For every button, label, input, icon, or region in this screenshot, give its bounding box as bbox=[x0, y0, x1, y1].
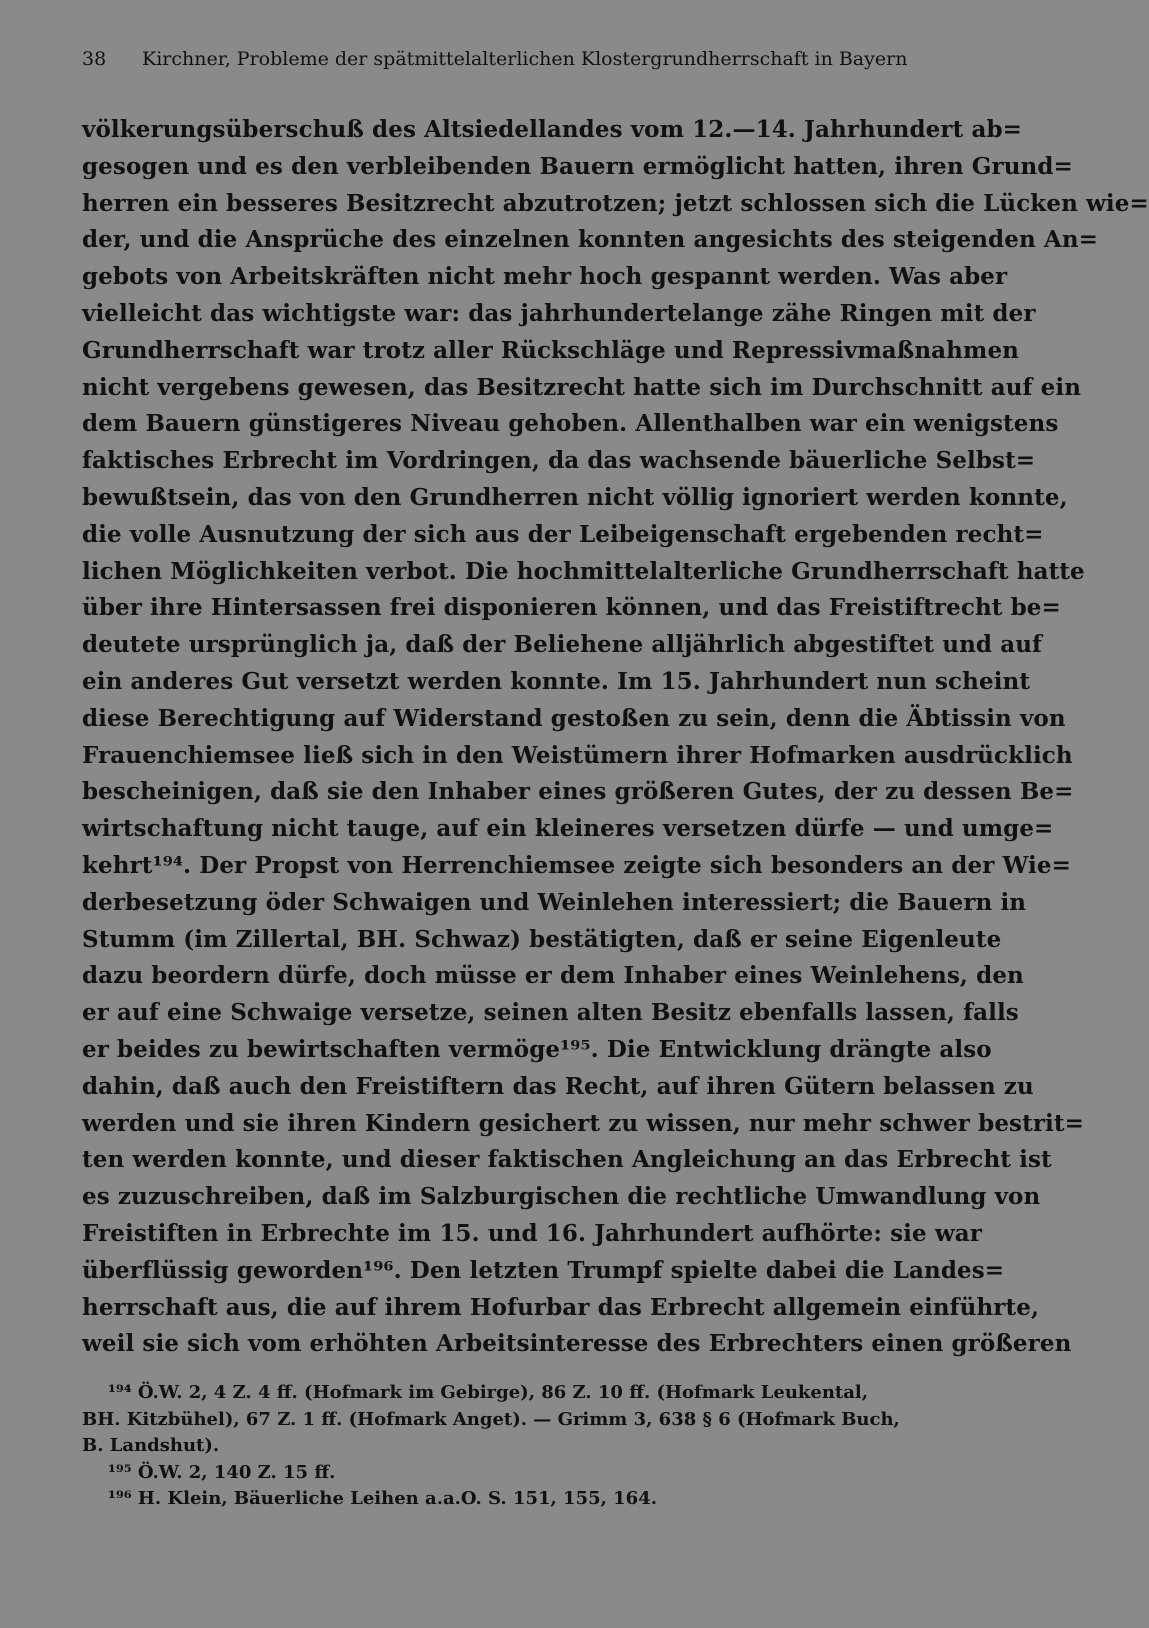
footnotes bbox=[82, 1380, 958, 1513]
body-line: vielleicht das wichtigste war: das jahrhundertelange zähe Ringen mit der bbox=[82, 299, 1036, 327]
body-line: werden und sie ihren Kindern gesichert zu wissen, nur mehr schwer bestrit= bbox=[82, 1109, 1084, 1137]
body-text bbox=[82, 112, 1149, 1363]
body-line: die volle Ausnutzung der sich aus der Leibeigenschaft ergebenden recht= bbox=[82, 520, 1044, 548]
body-line: Frauenchiemsee ließ sich in den Weistümern ihrer Hofmarken ausdrücklich bbox=[82, 741, 1073, 769]
footnote-196: ¹⁹⁶ H. Klein, Bäuerliche Leihen a.a.O. S. 151, 155, 164. bbox=[108, 1488, 657, 1509]
footnote-194-cont: BH. Kitzbühel), 67 Z. 1 ff. (Hofmark Anget). — Grimm 3, 638 § 6 (Hofmark Buch, bbox=[82, 1408, 900, 1430]
body-line: überflüssig geworden¹⁹⁶. Den letzten Trumpf spielte dabei die Landes= bbox=[82, 1256, 1005, 1284]
body-line: herren ein besseres Besitzrecht abzutrotzen; jetzt schlossen sich die Lücken wie= bbox=[82, 189, 1149, 217]
running-title: Kirchner, Probleme der spätmittelalterlichen Klostergrundherrschaft in Bayern bbox=[142, 48, 908, 70]
body-line: ten werden konnte, und dieser faktischen Angleichung an das Erbrecht ist bbox=[82, 1146, 1052, 1174]
body-line: bewußtsein, das von den Grundherren nicht völlig ignoriert werden konnte, bbox=[82, 483, 1068, 511]
body-line: es zuzuschreiben, daß im Salzburgischen die rechtliche Umwandlung von bbox=[82, 1183, 1041, 1211]
body-line: gebots von Arbeitskräften nicht mehr hoch gespannt werden. Was aber bbox=[82, 263, 1008, 291]
page-number: 38 bbox=[82, 48, 107, 70]
body-line: lichen Möglichkeiten verbot. Die hochmittelalterliche Grundherrschaft hatte bbox=[82, 557, 1085, 585]
footnote-195: ¹⁹⁵ Ö.W. 2, 140 Z. 15 ff. bbox=[108, 1461, 336, 1483]
body-line: herrschaft aus, die auf ihrem Hofurbar das Erbrecht allgemein einführte, bbox=[82, 1293, 1040, 1321]
body-line: diese Berechtigung auf Widerstand gestoßen zu sein, denn die Äbtissin von bbox=[82, 704, 1066, 732]
body-line: Stumm (im Zillertal, BH. Schwaz) bestätigten, daß er seine Eigenleute bbox=[82, 925, 1002, 953]
body-line: der, und die Ansprüche des einzelnen konnten angesichts des steigenden An= bbox=[82, 226, 1099, 254]
body-line: ein anderes Gut versetzt werden konnte. Im 15. Jahrhundert nun scheint bbox=[82, 667, 1031, 695]
body-line: kehrt¹⁹⁴. Der Propst von Herrenchiemsee zeigte sich besonders an der Wie= bbox=[82, 851, 1071, 879]
body-line: gesogen und es den verbleibenden Bauern ermöglicht hatten, ihren Grund= bbox=[82, 152, 1073, 180]
body-line: dem Bauern günstigeres Niveau gehoben. Allenthalben war ein wenigstens bbox=[82, 410, 1059, 438]
body-line: bescheinigen, daß sie den Inhaber eines größeren Gutes, der zu dessen Be= bbox=[82, 778, 1074, 806]
body-line: derbesetzung öder Schwaigen und Weinlehen interessiert; die Bauern in bbox=[82, 888, 1027, 916]
body-line: wirtschaftung nicht tauge, auf ein kleineres versetzen dürfe — und umge= bbox=[82, 815, 1054, 843]
body-line: nicht vergebens gewesen, das Besitzrecht hatte sich im Durchschnitt auf ein bbox=[82, 373, 1082, 401]
body-line: deutete ursprünglich ja, daß der Beliehene alljährlich abgestiftet und auf bbox=[82, 631, 1043, 659]
body-line: Grundherrschaft war trotz aller Rückschläge und Repressivmaßnahmen bbox=[82, 336, 1019, 364]
footnote-194: ¹⁹⁴ Ö.W. 2, 4 Z. 4 ff. (Hofmark im Gebirge), 86 Z. 10 ff. (Hofmark Leukental, bbox=[108, 1382, 869, 1403]
body-line: dahin, daß auch den Freistiftern das Recht, auf ihren Gütern belassen zu bbox=[82, 1072, 1034, 1100]
body-line: er beides zu bewirtschaften vermöge¹⁹⁵. Die Entwicklung drängte also bbox=[82, 1035, 992, 1063]
body-line: Freistiften in Erbrechte im 15. und 16. Jahrhundert aufhörte: sie war bbox=[82, 1219, 982, 1247]
footnote-194-cont: B. Landshut). bbox=[82, 1435, 220, 1456]
running-header bbox=[82, 48, 932, 70]
body-line: weil sie sich vom erhöhten Arbeitsinteresse des Erbrechters einen größeren bbox=[82, 1330, 1072, 1358]
body-line: über ihre Hintersassen frei disponieren können, und das Freistiftrecht be= bbox=[82, 594, 1061, 622]
body-line: dazu beordern dürfe, doch müsse er dem Inhaber eines Weinlehens, den bbox=[82, 962, 1024, 990]
body-line: völkerungsüberschuß des Altsiedellandes vom 12.—14. Jahrhundert ab= bbox=[82, 116, 1023, 143]
body-line: er auf eine Schwaige versetze, seinen alten Besitz ebenfalls lassen, falls bbox=[82, 999, 1019, 1027]
body-line: faktisches Erbrecht im Vordringen, da das wachsende bäuerliche Selbst= bbox=[82, 447, 1036, 475]
